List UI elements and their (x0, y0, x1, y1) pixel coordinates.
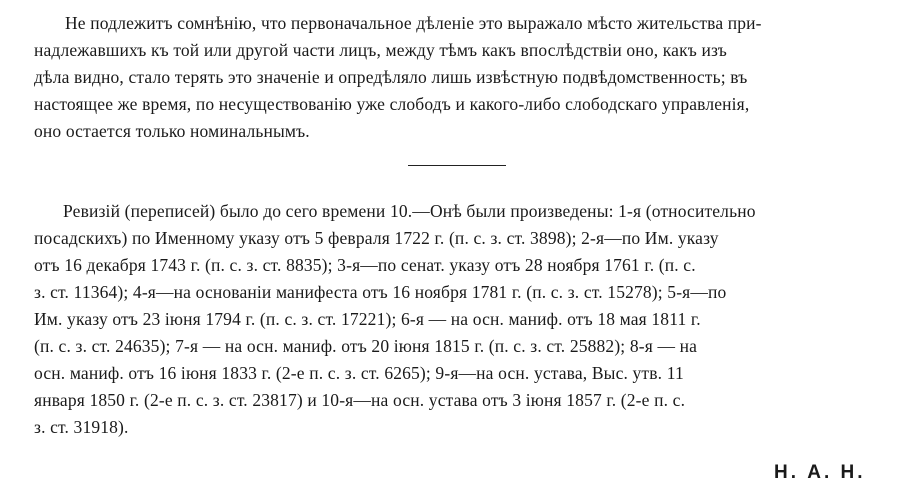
paragraph-2-line: Им. указу отъ 23 іюня 1794 г. (п. с. з. ст. 17221); 6-я — на осн. маниф. отъ 18 мая 1811 г. (34, 309, 701, 329)
paragraph-1-line: Не подлежитъ сомнѣнію, что первоначальное дѣленіе это выражало мѣсто жительства при- (65, 13, 762, 33)
paragraph-2-line: (п. с. з. ст. 24635); 7-я — на осн. маниф. отъ 20 іюня 1815 г. (п. с. з. ст. 25882); 8-я — на (34, 336, 698, 356)
author-signature: Н. А. Н. (774, 462, 866, 483)
paragraph-2-line: января 1850 г. (2-е п. с. з. ст. 23817) и 10-я—на осн. устава отъ 3 іюня 1857 г. (2-е п. с. (34, 390, 686, 410)
paragraph-2-line: отъ 16 декабря 1743 г. (п. с. з. ст. 8835); 3-я—по сенат. указу отъ 28 ноября 1761 г. (п. с. (34, 255, 696, 275)
paragraph-2-line: посадскихъ) по Именному указу отъ 5 февраля 1722 г. (п. с. з. ст. 3898); 2-я—по Им. указу (34, 228, 719, 248)
paragraph-1-line: дѣла видно, стало терять это значеніе и опредѣляло лишь извѣстную подвѣдомственность; въ (34, 67, 748, 87)
paragraph-1-line: надлежавшихъ къ той или другой части лицъ, между тѣмъ какъ впослѣдствіи оно, какъ изъ (34, 40, 727, 60)
paragraph-2-line: осн. маниф. отъ 16 іюня 1833 г. (2-е п. с. з. ст. 6265); 9-я—на осн. устава, Выс. утв. 11 (34, 363, 684, 383)
section-divider (408, 165, 506, 166)
paragraph-1-line: настоящее же время, по несуществованію уже слободъ и какого-либо слободскаго управленія, (34, 94, 750, 114)
paragraph-1-line: оно остается только номинальнымъ. (34, 121, 310, 141)
paragraph-2-line: Ревизій (переписей) было до сего времени 10.—Онѣ были произведены: 1-я (относительно (63, 201, 756, 221)
paragraph-2-line: з. ст. 11364); 4-я—на основаніи манифеста отъ 16 ноября 1781 г. (п. с. з. ст. 15278); 5-я—по (34, 282, 727, 302)
paragraph-2-line: з. ст. 31918). (34, 417, 129, 437)
